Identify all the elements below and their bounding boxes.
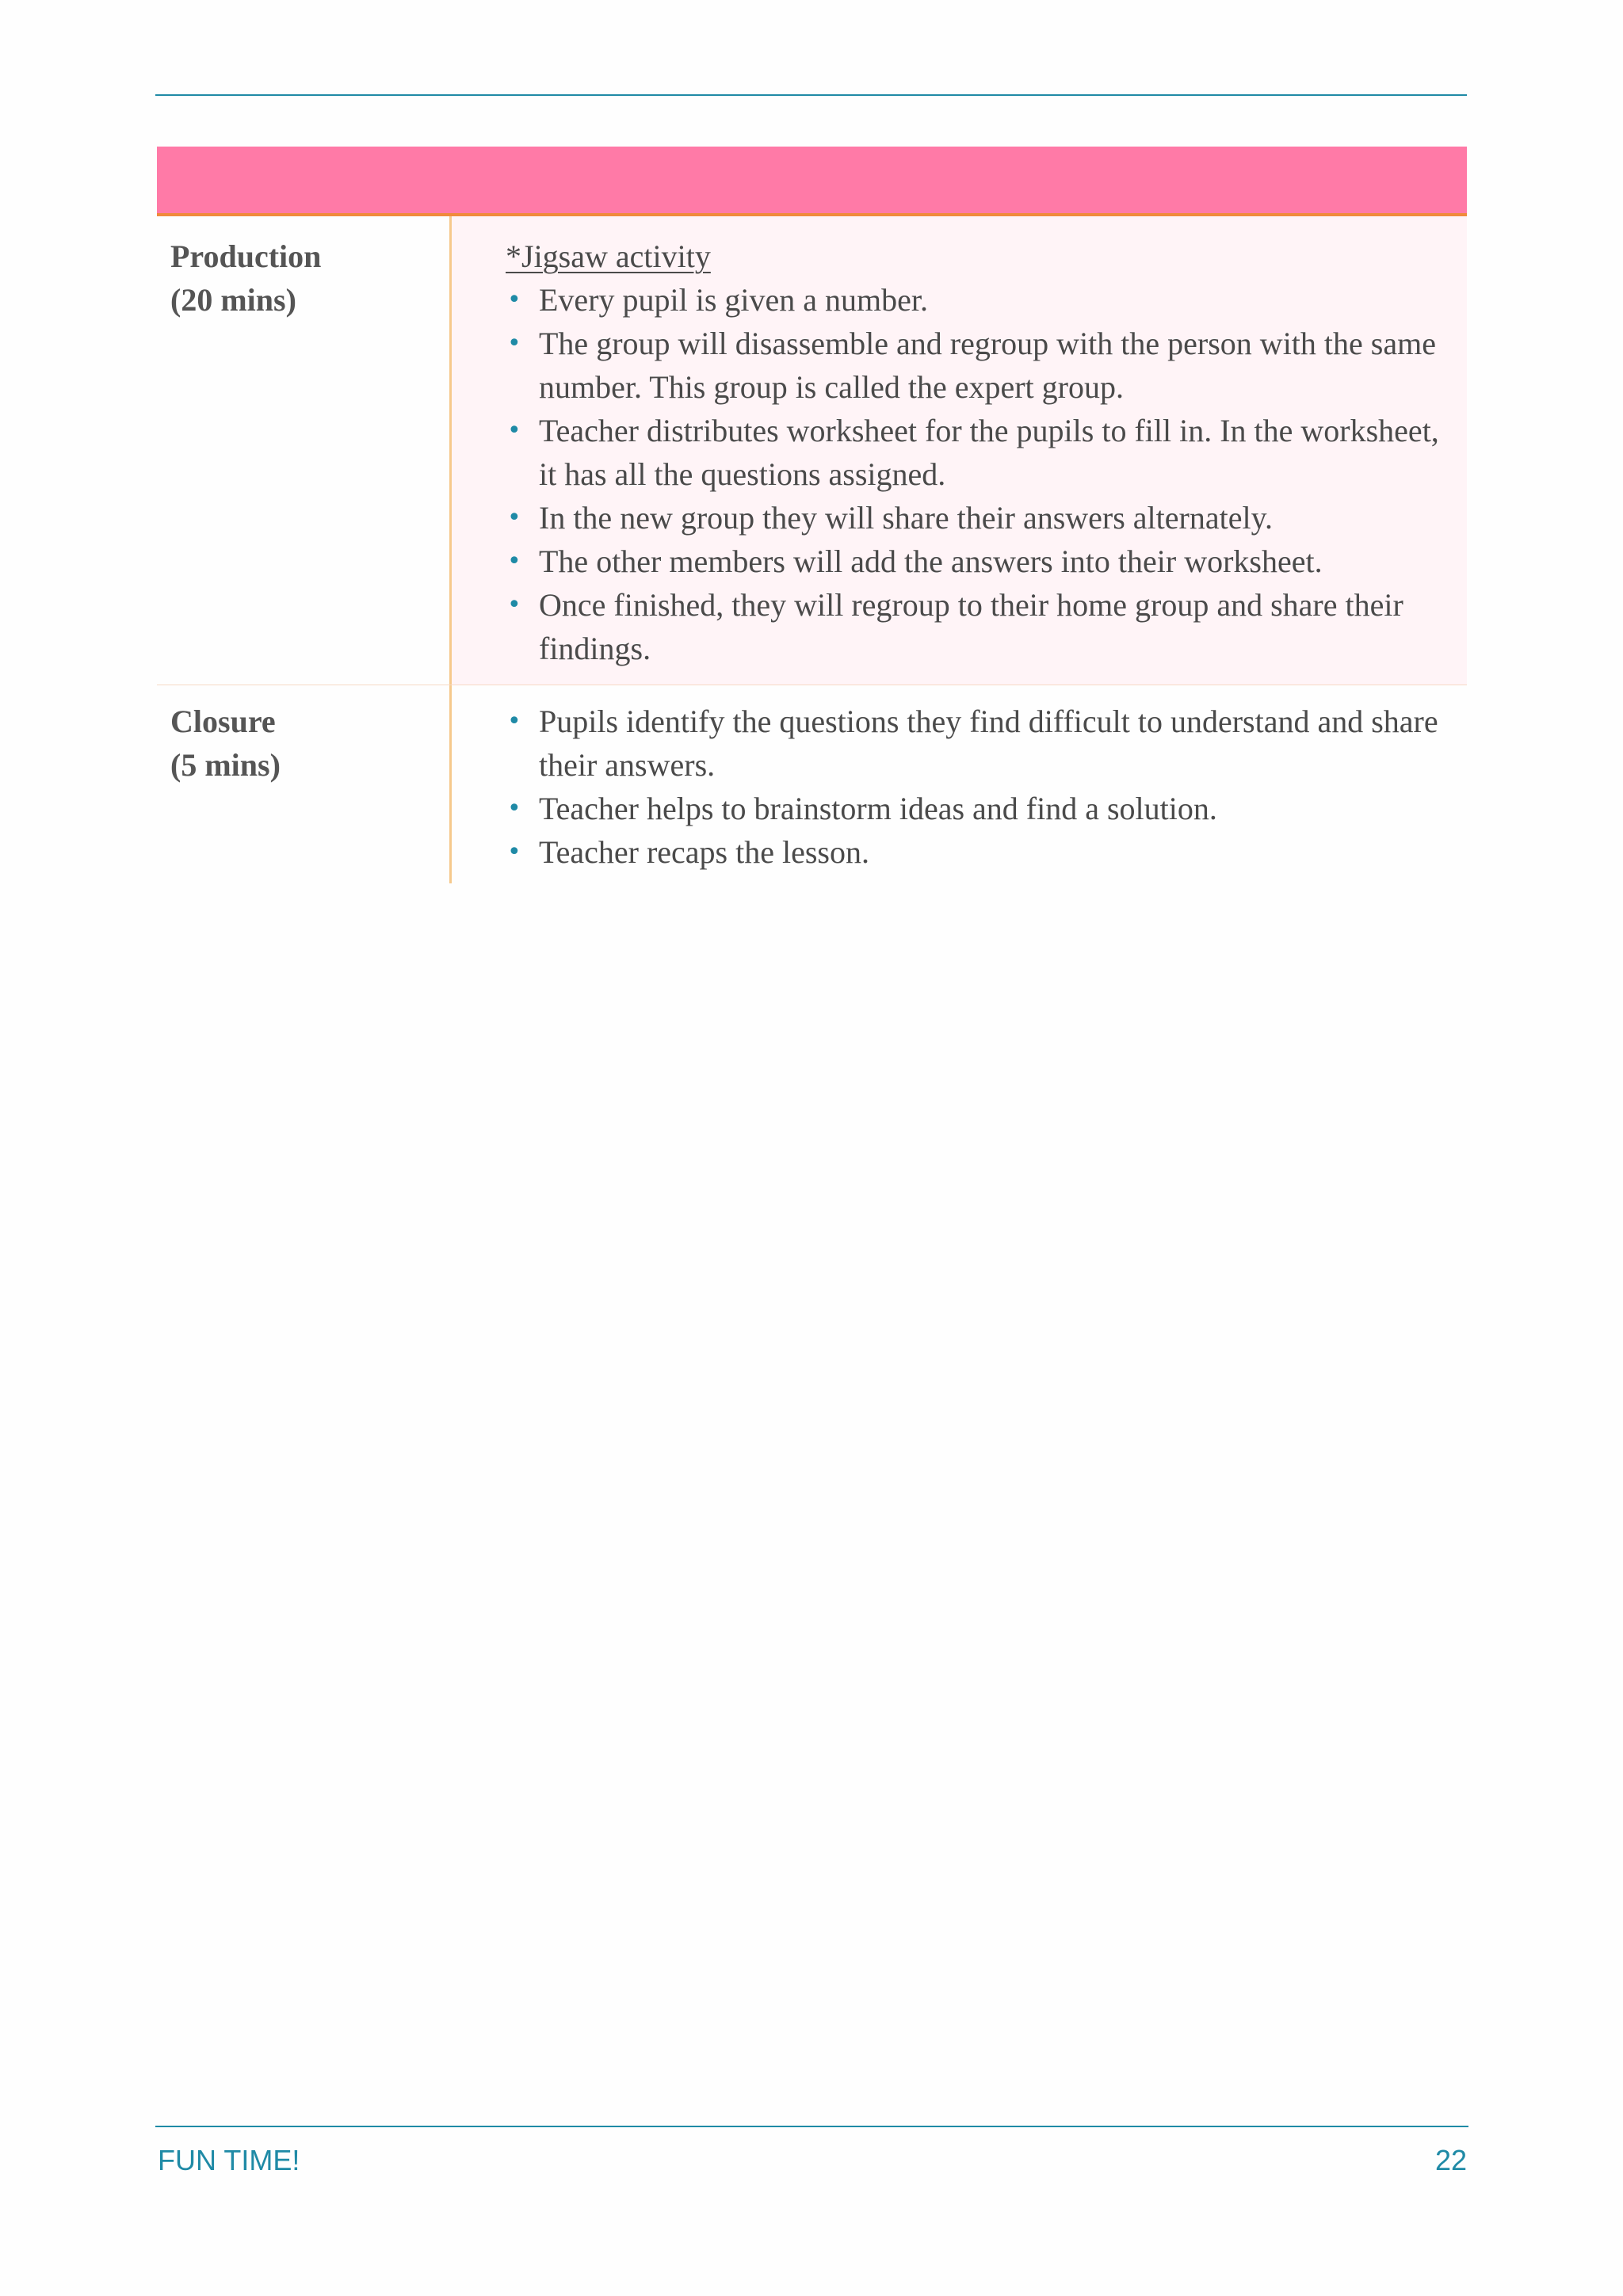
lesson-plan-table: [157, 147, 1467, 883]
bullet-dot-icon: •: [507, 330, 521, 357]
stage-duration: (5 mins): [170, 747, 281, 783]
list-item: [506, 496, 1451, 540]
table-row-closure: [157, 685, 1467, 883]
activity-cell: [452, 216, 1467, 685]
stage-cell: [157, 216, 452, 685]
stage-cell: [157, 685, 452, 883]
list-item-text: The other members will add the answers into their worksheet.: [539, 543, 1323, 579]
footer-title: FUN TIME!: [158, 2144, 300, 2176]
list-item: [506, 322, 1451, 409]
activity-title: *Jigsaw activity: [506, 238, 711, 274]
stage-duration: (20 mins): [170, 282, 296, 318]
list-item-text: The group will disassemble and regroup with the person with the same number. This group is called the expert group.: [539, 326, 1436, 405]
table-row-production: [157, 216, 1467, 685]
list-item-text: Pupils identify the questions they find difficult to understand and share their answers.: [539, 704, 1438, 783]
footer-rule: [155, 2126, 1468, 2127]
list-item: [506, 540, 1451, 583]
table-header-bar: [157, 147, 1467, 216]
list-item-text: Teacher distributes worksheet for the pupils to fill in. In the worksheet, it has all the questions assigned.: [539, 413, 1439, 492]
list-item: [506, 700, 1451, 787]
list-item-text: In the new group they will share their answers alternately.: [539, 500, 1273, 536]
activity-list: [506, 278, 1451, 670]
list-item: [506, 830, 1451, 874]
list-item-text: Teacher recaps the lesson.: [539, 834, 869, 870]
bullet-dot-icon: •: [507, 707, 521, 735]
list-item-text: Once finished, they will regroup to their home group and share their findings.: [539, 587, 1403, 666]
stage-name: Production: [170, 238, 322, 274]
list-item-text: Teacher helps to brainstorm ideas and find a solution.: [539, 791, 1217, 826]
bullet-dot-icon: •: [507, 286, 521, 314]
page-number: 22: [1434, 2144, 1467, 2176]
top-rule: [155, 94, 1467, 96]
bullet-dot-icon: •: [507, 504, 521, 532]
list-item: [506, 278, 1451, 322]
activity-list: [506, 700, 1451, 874]
bullet-dot-icon: •: [507, 838, 521, 866]
bullet-dot-icon: •: [507, 795, 521, 822]
list-item: [506, 583, 1451, 670]
bullet-dot-icon: •: [507, 417, 521, 444]
list-item: [506, 787, 1451, 830]
activity-cell: [452, 685, 1467, 883]
list-item-text: Every pupil is given a number.: [539, 282, 929, 318]
bullet-dot-icon: •: [507, 591, 521, 619]
list-item: [506, 409, 1451, 496]
stage-name: Closure: [170, 704, 276, 739]
bullet-dot-icon: •: [507, 547, 521, 575]
